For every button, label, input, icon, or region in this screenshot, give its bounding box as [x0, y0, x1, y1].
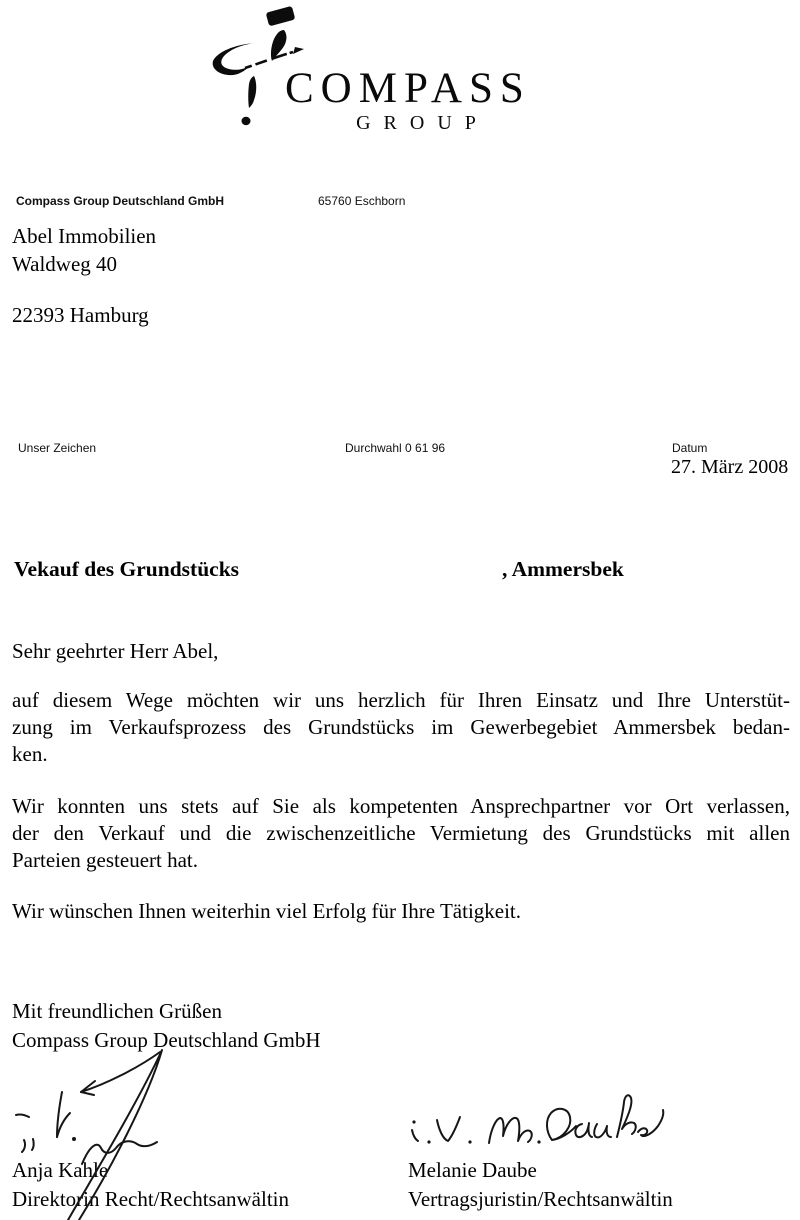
signatory-title: Direktorin Recht/Rechtsanwältin — [12, 1186, 290, 1211]
paragraph-3 — [12, 898, 790, 925]
signatory-name: Melanie Daube — [408, 1158, 537, 1182]
paragraph-line: Wir konnten uns stets auf Sie als kompetenten Ansprechpartner vor Ort verlassen, — [12, 794, 790, 818]
dial-label: Durchwahl 0 61 96 — [345, 441, 446, 455]
subject-line — [14, 557, 624, 582]
paragraph-line: der den Verkauf und die zwischenzeitliche Vermietung des Grundstücks mit allen — [12, 821, 790, 845]
paragraph-line: Parteien gesteuert hat. — [12, 848, 199, 872]
our-sign-label: Unser Zeichen — [18, 441, 97, 455]
sender-company: Compass Group Deutschland GmbH — [16, 194, 225, 208]
signatory-name: Anja Kahle — [12, 1158, 109, 1182]
recipient-city: 22393 Hamburg — [12, 303, 149, 327]
paragraph-line: ken. — [12, 742, 48, 766]
recipient-street: Waldweg 40 — [12, 252, 118, 276]
paragraph-line: Wir wünschen Ihnen weiterhin viel Erfolg für Ihre Tätigkeit. — [12, 899, 522, 923]
paragraph-line: zung im Verkaufsprozess des Grundstücks im Gewerbegebiet Ammersbek bedan- — [12, 715, 790, 739]
sender-city: 65760 Eschborn — [318, 194, 406, 208]
logo-sub-text: GROUP — [356, 112, 489, 134]
closing-company: Compass Group Deutschland GmbH — [12, 1028, 321, 1052]
date-label: Datum — [672, 441, 708, 455]
signature-right-icon — [412, 1095, 663, 1143]
signatory-left — [12, 1156, 289, 1213]
signatory-title: Vertragsjuristin/Rechtsanwältin — [408, 1186, 673, 1211]
letter-date: 27. März 2008 — [671, 456, 789, 478]
subject-part1: Vekauf des Grundstücks — [14, 557, 240, 581]
paragraph-line: auf diesem Wege möchten wir uns herzlich für Ihren Einsatz und Ihre Unterstüt- — [12, 688, 790, 712]
closing-greeting: Mit freundlichen Grüßen — [12, 999, 222, 1023]
paragraph-1 — [12, 687, 790, 768]
closing-block — [12, 997, 321, 1055]
recipient-name: Abel Immobilien — [12, 224, 157, 248]
signatory-right — [408, 1156, 673, 1213]
paragraph-2 — [12, 793, 790, 874]
subject-part2: , Ammersbek — [502, 557, 624, 581]
logo-brand-text: COMPASS — [285, 65, 531, 112]
salutation: Sehr geehrter Herr Abel, — [12, 639, 219, 663]
